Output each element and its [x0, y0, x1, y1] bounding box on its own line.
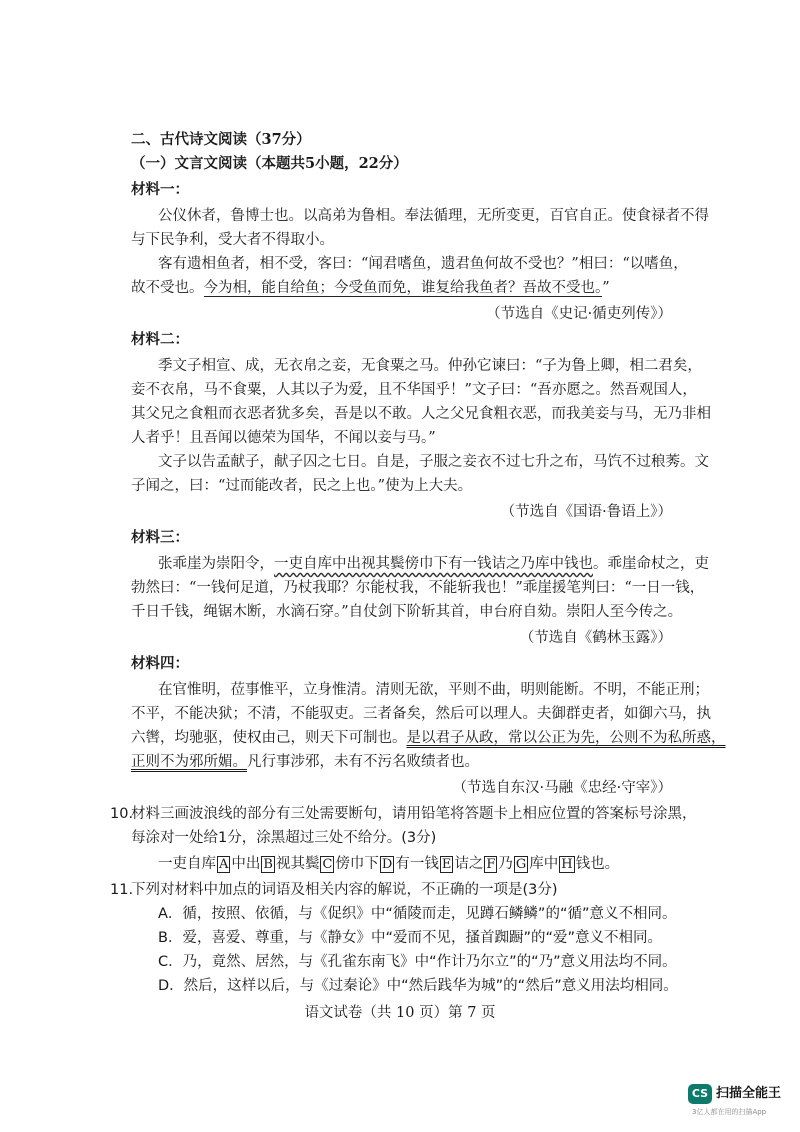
- double-underlined-sentence: 正则不为邪所媚。: [131, 754, 247, 770]
- material-4-line: 正则不为邪所媚。凡行事涉邪，未有不污名败绩者也。: [131, 754, 479, 770]
- material-3-line: 勃然曰：“一钱何足道，乃杖我耶？尔能杖我，不能斩我也！”乖崖援笔判曰：“一日一钱，: [131, 580, 705, 596]
- section-title: 二、古代诗文阅读（37分）: [131, 131, 311, 148]
- material-2-line: 人者乎！且吾闻以德荣为国华，不闻以妾与马。”: [131, 430, 436, 446]
- material-4-line: 六辔，均驰驱，使权由己，则天下可制也。是以君子从政，常以公正为先，公则不为私所惑，: [131, 730, 726, 746]
- subsection-title: （一）文言文阅读（本题共5小题，22分）: [131, 155, 408, 172]
- material-2-line: 其父兄之食粗而衣恶者犹多矣，吾是以不敢。人之父兄食粗衣恶，而我美妾与马，无乃非相: [131, 406, 711, 422]
- question-11-option: B．爱，喜爱、尊重，与《静女》中“爱而不见，搔首踟蹰”的“爱”意义不相同。: [158, 930, 662, 946]
- question-11-option: D．然后，这样以后，与《过秦论》中“然后践华为城”的“然后”意义用法均相同。: [158, 978, 678, 994]
- question-11-option: A．循，按照、依循，与《促织》中“循陵而走，见蹲石鳞鳞”的“循”意义不相同。: [158, 906, 677, 922]
- underlined-sentence: 今为相，能自给鱼；今受鱼而免，谁复给我鱼者？吾故不受也。: [203, 280, 603, 296]
- question-11-option: C．乃，竟然、居然，与《孔雀东南飞》中“作计乃尔立”的“乃”意义用法均不同。: [158, 954, 677, 970]
- question-10-stem: 材料三画波浪线的部分有三处需要断句，请用铅笔将答题卡上相应位置的答案标号涂黑，: [131, 806, 697, 822]
- material-2-line: 季文子相宣、成，无衣帛之妾，无食粟之马。仲孙它谏曰：“子为鲁上卿，相二君矣，: [158, 358, 702, 374]
- answer-box[interactable]: H: [561, 857, 573, 872]
- material-1-label: 材料一：: [131, 181, 189, 198]
- wavy-underlined-sentence: 一吏自库中出视其鬓傍巾下有一钱诘之乃库中钱也: [274, 556, 593, 572]
- material-3-line: 千日千钱，绳锯木断，水滴石穿。”自仗剑下阶斩其首，申台府自劾。崇阳人至今传之。: [131, 604, 683, 620]
- material-2-label: 材料二：: [131, 331, 189, 348]
- material-3-line: 张乖崖为崇阳令，一吏自库中出视其鬓傍巾下有一钱诘之乃库中钱也。乖崖命杖之，吏: [158, 556, 709, 572]
- question-11-stem: 下列对材料中加点的词语及相关内容的解说，不正确的一项是(3分): [131, 882, 558, 898]
- material-2-line: 子闻之，曰：“过而能改者，民之上也。”使为上大夫。: [131, 478, 473, 494]
- answer-box[interactable]: D: [381, 857, 393, 872]
- camscanner-logo-icon: CS: [688, 1084, 712, 1104]
- material-2-source: （节选自《国语·鲁语上》）: [500, 504, 672, 520]
- question-10-options: 一吏自库 A 中出 B 视其鬓 C 傍巾下 D 有一钱 E 诘之 F 乃 G 库中 H 钱也。: [158, 856, 620, 872]
- answer-box[interactable]: A: [219, 857, 229, 872]
- material-4-line: 在官惟明，莅事惟平，立身惟清。清则无欲，平则不曲，明则能断。不明，不能正刑；: [158, 682, 709, 698]
- watermark-tagline: 3亿人都在用的扫描App: [692, 1108, 767, 1116]
- material-1-line: 故不受也。今为相，能自给鱼；今受鱼而免，谁复给我鱼者？吾故不受也。”: [131, 280, 610, 296]
- answer-box[interactable]: C: [322, 857, 333, 872]
- material-1-line: 客有遗相鱼者，相不受，客曰：“闻君嗜鱼，遗君鱼何故不受也？”相曰：“以嗜鱼，: [158, 256, 688, 272]
- material-3-label: 材料三：: [131, 529, 189, 546]
- material-4-label: 材料四：: [131, 655, 189, 672]
- material-3-source: （节选自《鹤林玉露》）: [519, 630, 672, 646]
- material-1-source: （节选自《史记·循吏列传》）: [486, 306, 672, 322]
- question-10-stem: 每涂对一处给1分，涂黑超过三处不给分。(3分): [131, 830, 437, 846]
- page-footer: 语文试卷（共 10 页）第 7 页: [304, 1005, 496, 1021]
- material-2-line: 文子以告孟献子，献子囚之七日。自是，子服之妾衣不过七升之布，马饩不过稂莠。文: [158, 454, 709, 470]
- material-4-line: 不平，不能决狱；不清，不能驭吏。三者备矣，然后可以理人。夫御群吏者，如御六马，执: [131, 706, 711, 722]
- watermark-app-name: 扫描全能王: [716, 1086, 782, 1101]
- material-4-source: （节选自东汉·马融《忠经·守宰》）: [452, 780, 672, 796]
- double-underlined-sentence: 是以君子从政，常以公正为先，公则不为私所惑，: [406, 730, 726, 746]
- scanner-watermark: [688, 1080, 793, 1120]
- answer-box[interactable]: E: [441, 857, 452, 872]
- answer-box[interactable]: F: [486, 857, 496, 872]
- material-1-line: 与下民争利，受大者不得取小。: [131, 232, 334, 248]
- answer-box[interactable]: B: [263, 857, 273, 872]
- answer-box[interactable]: G: [515, 857, 527, 872]
- material-2-line: 妾不衣帛，马不食粟，人其以子为爱，且不华国乎！”文子曰：“吾亦愿之。然吾观国人，: [131, 382, 697, 398]
- question-10-number: 10.: [110, 806, 134, 822]
- question-11-number: 11.: [110, 882, 134, 898]
- material-1-line: 公仪休者，鲁博士也。以高弟为鲁相。奉法循理，无所变更，百官自正。使食禄者不得: [158, 208, 709, 224]
